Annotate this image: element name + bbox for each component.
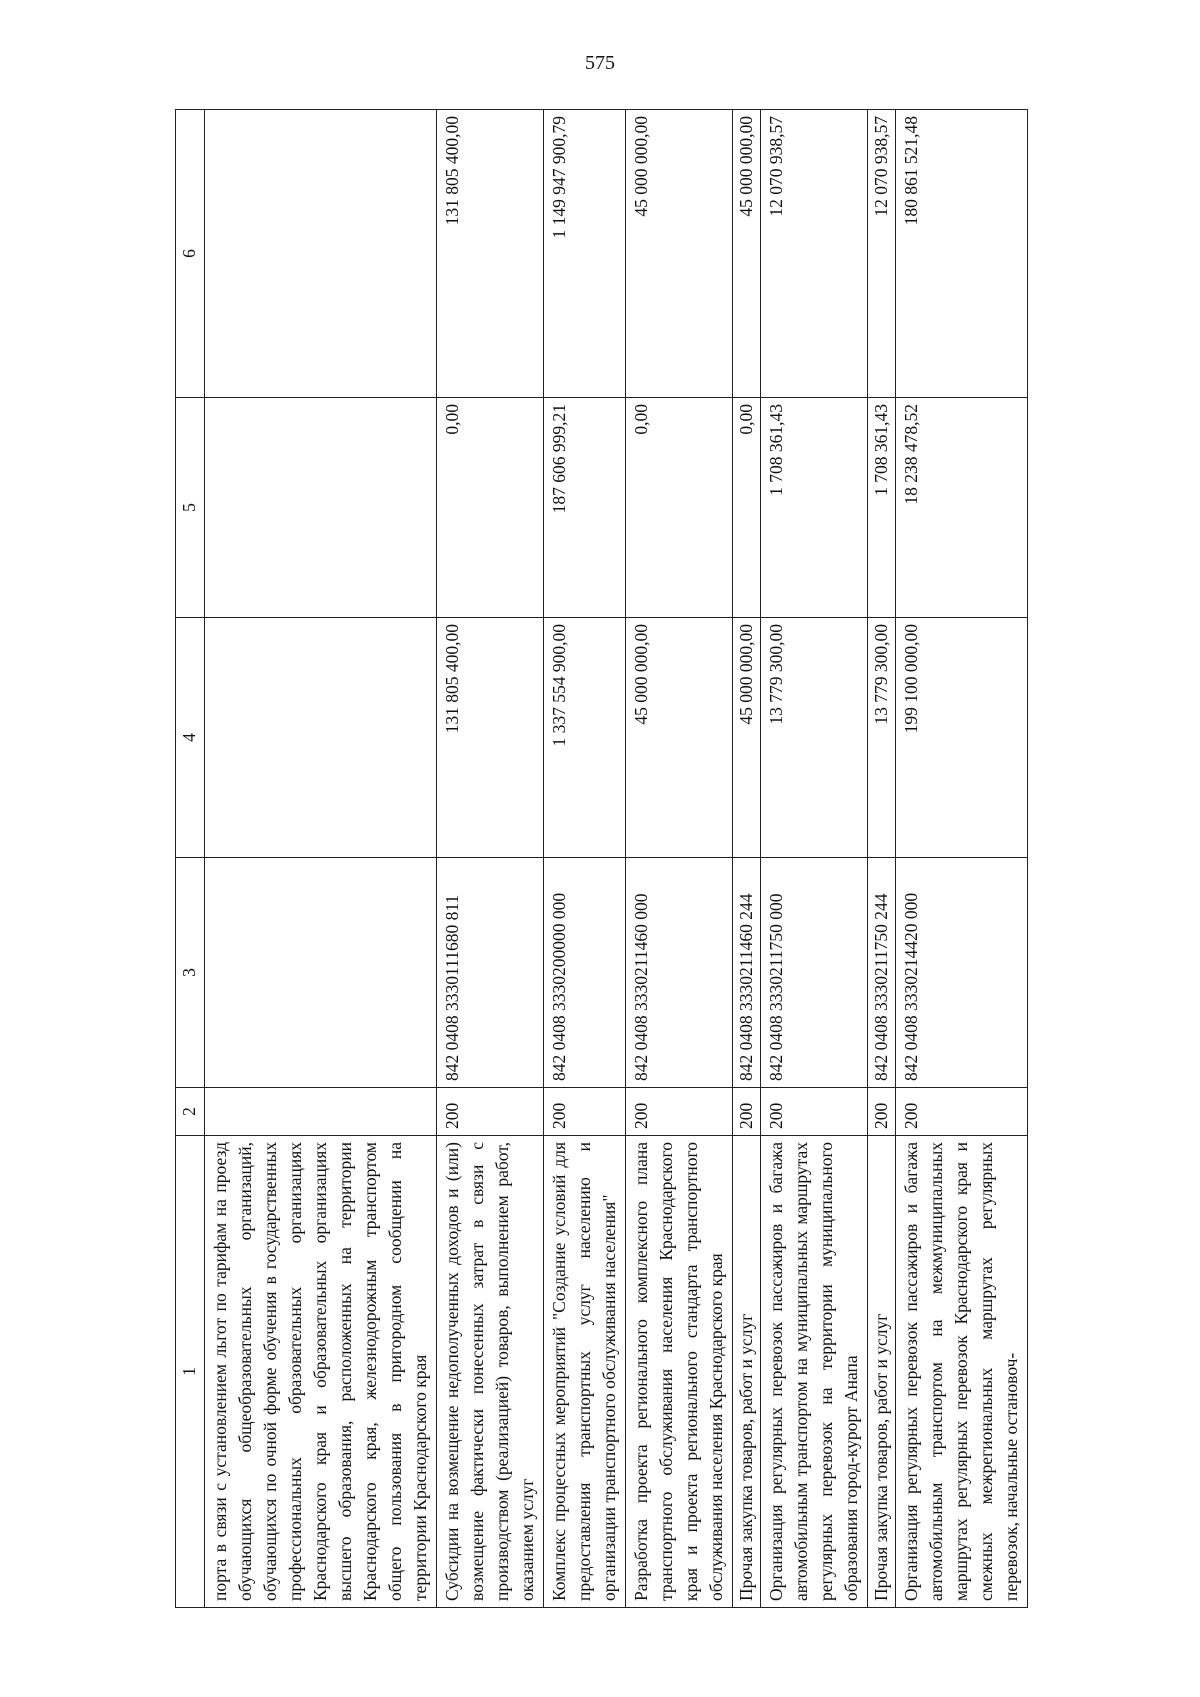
table-row bbox=[761, 110, 868, 1608]
row-amount-remaining bbox=[205, 110, 437, 398]
row-amount-executed: 1 708 361,43 bbox=[761, 398, 868, 618]
row-amount-remaining: 45 000 000,00 bbox=[626, 110, 733, 398]
row-code: 200 bbox=[896, 1088, 1028, 1136]
row-description: Прочая закупка товаров, работ и услуг bbox=[868, 1136, 896, 1608]
page-number: 575 bbox=[585, 52, 615, 74]
rotated-table-container bbox=[175, 110, 1115, 1608]
row-amount-executed: 0,00 bbox=[626, 398, 733, 618]
column-header: 3 bbox=[176, 858, 205, 1088]
row-amount-planned: 45 000 000,00 bbox=[733, 618, 761, 858]
row-amount-remaining: 12 070 938,57 bbox=[868, 110, 896, 398]
row-code: 200 bbox=[544, 1088, 626, 1136]
column-header: 5 bbox=[176, 398, 205, 618]
table-row bbox=[733, 110, 761, 1608]
table-row bbox=[544, 110, 626, 1608]
row-amount-planned bbox=[205, 618, 437, 858]
row-amount-remaining: 180 861 521,48 bbox=[896, 110, 1028, 398]
table-row bbox=[626, 110, 733, 1608]
table-row bbox=[868, 110, 896, 1608]
table-row bbox=[205, 110, 437, 1608]
row-classification: 842 0408 3330211750 000 bbox=[761, 858, 868, 1088]
row-description: Организация регулярных перевозок пассажиров и багажа автомобильным транспортом на муниципальных маршрутах регулярных перевозок на территории муниципального образования город-курорт Анапа bbox=[761, 1136, 868, 1608]
row-classification: 842 0408 3330211460 000 bbox=[626, 858, 733, 1088]
row-amount-executed: 187 606 999,21 bbox=[544, 398, 626, 618]
table-header-row bbox=[176, 110, 205, 1608]
row-amount-executed bbox=[205, 398, 437, 618]
column-header: 2 bbox=[176, 1088, 205, 1136]
row-amount-planned: 199 100 000,00 bbox=[896, 618, 1028, 858]
row-code: 200 bbox=[761, 1088, 868, 1136]
row-code: 200 bbox=[868, 1088, 896, 1136]
row-amount-planned: 45 000 000,00 bbox=[626, 618, 733, 858]
budget-table bbox=[175, 109, 1028, 1608]
column-header: 6 bbox=[176, 110, 205, 398]
row-description: Прочая закупка товаров, работ и услуг bbox=[733, 1136, 761, 1608]
row-description: Разработка проекта регионального комплексного плана транспортного обслуживания населения Краснодарского края и проекта регионального стандарта транспортного обслуживания населения Краснодарского края bbox=[626, 1136, 733, 1608]
row-code: 200 bbox=[437, 1088, 544, 1136]
column-header: 1 bbox=[176, 1136, 205, 1608]
table-row bbox=[437, 110, 544, 1608]
row-classification: 842 0408 3330211460 244 bbox=[733, 858, 761, 1088]
row-classification: 842 0408 3330200000 000 bbox=[544, 858, 626, 1088]
row-amount-remaining: 45 000 000,00 bbox=[733, 110, 761, 398]
row-description: Организация регулярных перевозок пассажиров и багажа автомобильным транспортом на межмуниципальных маршрутах регулярных перевозок Краснодарского края и смежных межрегиональных маршрутах регулярных перевозок, начальные остановоч- bbox=[896, 1136, 1028, 1608]
row-amount-executed: 0,00 bbox=[437, 398, 544, 618]
row-classification: 842 0408 3330214420 000 bbox=[896, 858, 1028, 1088]
row-amount-planned: 13 779 300,00 bbox=[868, 618, 896, 858]
row-amount-planned: 131 805 400,00 bbox=[437, 618, 544, 858]
row-classification: 842 0408 3330111680 811 bbox=[437, 858, 544, 1088]
row-code: 200 bbox=[733, 1088, 761, 1136]
row-classification: 842 0408 3330211750 244 bbox=[868, 858, 896, 1088]
row-amount-executed: 1 708 361,43 bbox=[868, 398, 896, 618]
row-classification bbox=[205, 858, 437, 1088]
row-amount-executed: 18 238 478,52 bbox=[896, 398, 1028, 618]
column-header: 4 bbox=[176, 618, 205, 858]
row-code bbox=[205, 1088, 437, 1136]
row-amount-remaining: 131 805 400,00 bbox=[437, 110, 544, 398]
row-amount-remaining: 12 070 938,57 bbox=[761, 110, 868, 398]
table-row bbox=[896, 110, 1028, 1608]
row-amount-remaining: 1 149 947 900,79 bbox=[544, 110, 626, 398]
row-description: Комплекс процессных мероприятий "Создание условий для предоставления транспортных услуг населению и организации транспортного обслуживания населения" bbox=[544, 1136, 626, 1608]
row-code: 200 bbox=[626, 1088, 733, 1136]
row-description: порта в связи с установлением льгот по тарифам на проезд обучающихся общеобразовательных организаций, обучающихся по очной форме обучения в государственных профессиональных образовательных организациях Краснодарского края и образовательных организациях высшего образования, расположенных на территории Краснодарского края, железнодорожным транспортом общего пользования в пригородном сообщении на территории Краснодарского края bbox=[205, 1136, 437, 1608]
row-amount-planned: 13 779 300,00 bbox=[761, 618, 868, 858]
row-amount-executed: 0,00 bbox=[733, 398, 761, 618]
row-description: Субсидии на возмещение недополученных доходов и (или) возмещение фактически понесенных затрат в связи с производством (реализацией) товаров, выполнением работ, оказанием услуг bbox=[437, 1136, 544, 1608]
row-amount-planned: 1 337 554 900,00 bbox=[544, 618, 626, 858]
